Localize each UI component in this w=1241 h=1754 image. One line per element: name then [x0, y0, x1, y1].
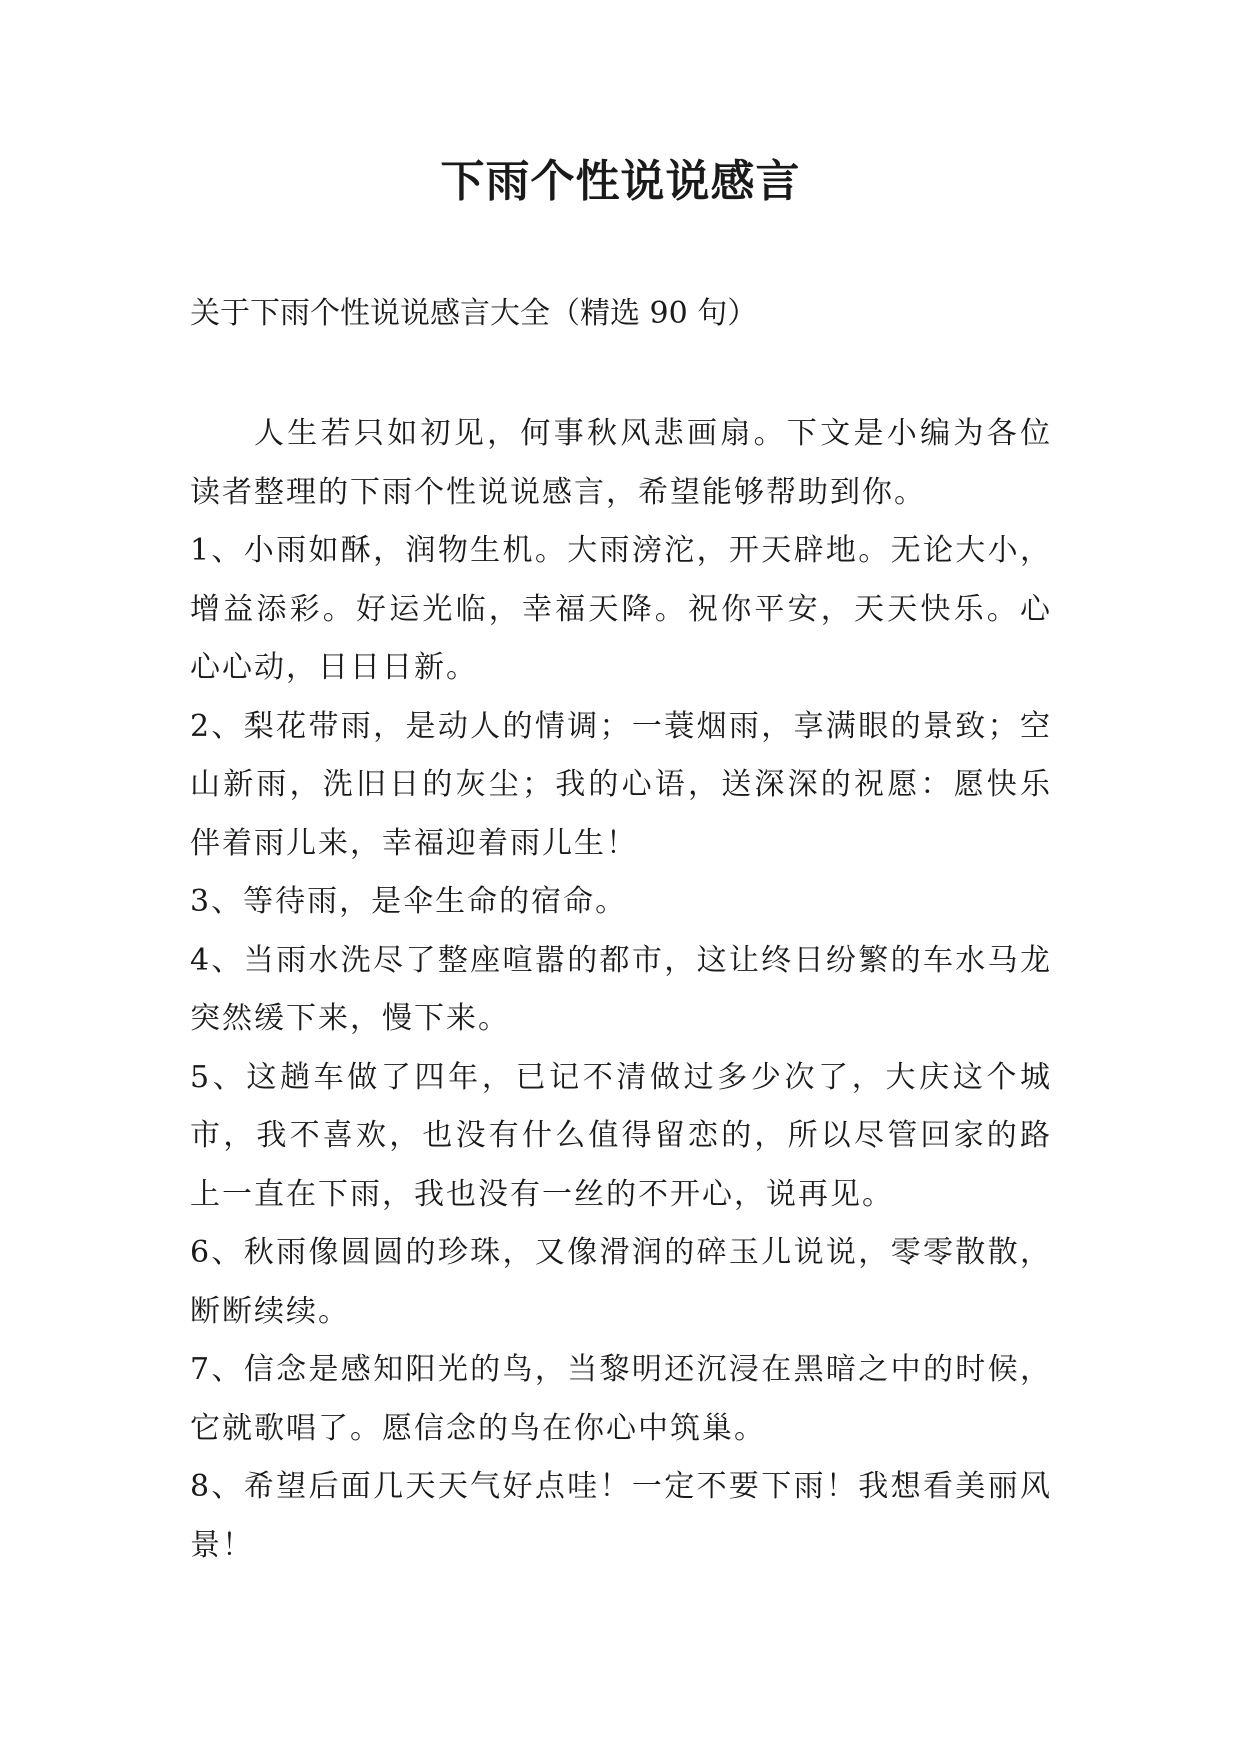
list-item: 3、等待雨，是伞生命的宿命。	[190, 884, 628, 919]
document-body	[190, 405, 1052, 1575]
document-title: 下雨个性说说感言	[440, 156, 801, 207]
list-item: 6、秋雨像圆圆的珍珠，又像滑润的碎玉儿说说，零零散散，断断续续。	[190, 1235, 1052, 1329]
list-item: 8、希望后面几天天气好点哇！一定不要下雨！我想看美丽风景！	[190, 1469, 1052, 1563]
list-item: 7、信念是感知阳光的鸟，当黎明还沉浸在黑暗之中的时候，它就歌唱了。愿信念的鸟在你心中筑巢。	[190, 1352, 1052, 1446]
intro-paragraph: 人生若只如初见，何事秋风悲画扇。下文是小编为各位读者整理的下雨个性说说感言，希望能够帮助到你。	[190, 416, 1052, 510]
list-item: 1、小雨如酥，润物生机。大雨滂沱，开天辟地。无论大小，增益添彩。好运光临，幸福天降。祝你平安，天天快乐。心心心动，日日日新。	[190, 533, 1052, 685]
document-subtitle: 关于下雨个性说说感言大全（精选 90 句）	[190, 296, 758, 331]
list-item: 2、梨花带雨，是动人的情调；一蓑烟雨，享满眼的景致；空山新雨，洗旧日的灰尘；我的心语，送深深的祝愿：愿快乐伴着雨儿来，幸福迎着雨儿生！	[190, 708, 1052, 861]
list-item: 4、当雨水洗尽了整座喧嚣的都市，这让终日纷繁的车水马龙突然缓下来，慢下来。	[190, 942, 1052, 1036]
list-item: 5、这趟车做了四年，已记不清做过多少次了，大庆这个城市，我不喜欢，也没有什么值得留恋的，所以尽管回家的路上一直在下雨，我也没有一丝的不开心，说再见。	[190, 1059, 1052, 1212]
